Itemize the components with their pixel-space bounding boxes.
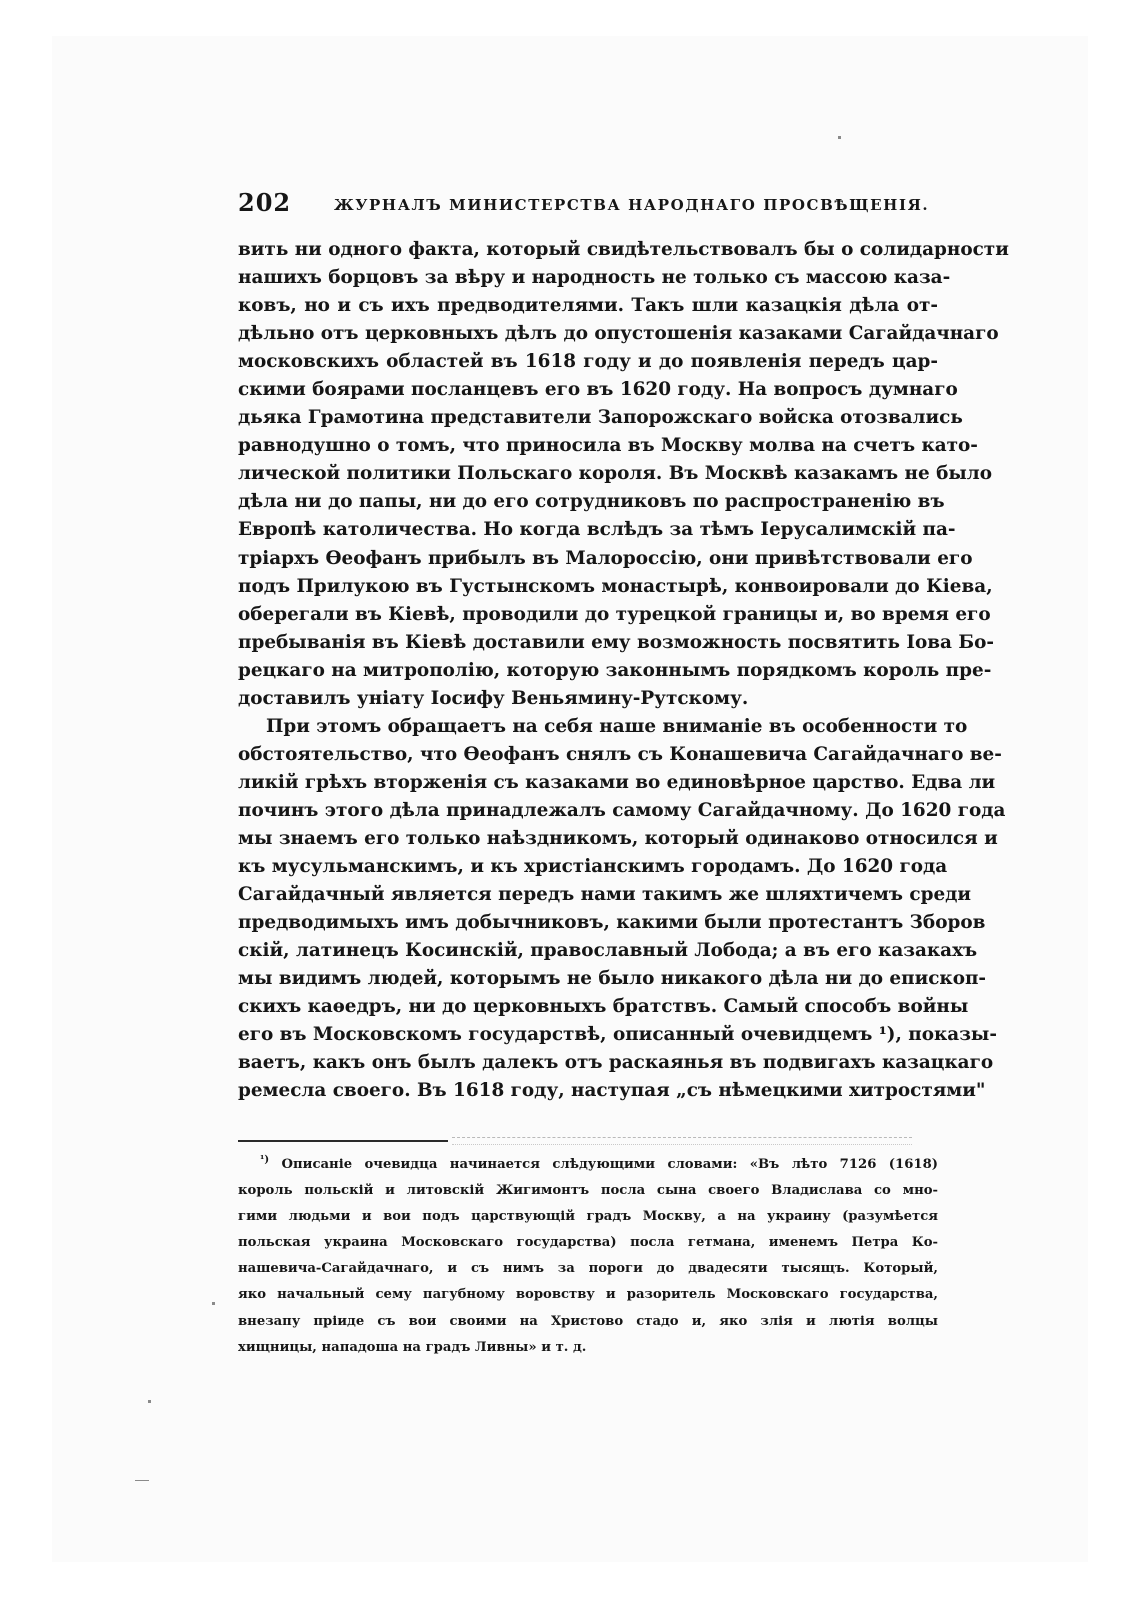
- running-header: [238, 188, 930, 218]
- scan-speck: [212, 1302, 215, 1305]
- text-line: тріархъ Ѳеофанъ прибылъ въ Малороссію, они привѣтствовали его: [238, 547, 973, 569]
- text-line: нашихъ борцовъ за вѣру и народность не только съ массою каза-: [238, 267, 951, 289]
- footnote-line: польская украина Московскаго государства) посла гетмана, именемъ Петра Ко-: [238, 1235, 938, 1251]
- footnote-line: внезапу пріиде съ вои своими на Христово стадо и, яко злія и лютія волцы: [238, 1313, 938, 1329]
- text-line: пребыванія въ Кіевѣ доставили ему возможность посвятить Іова Бо-: [238, 631, 994, 653]
- text-line: скихъ каѳедръ, ни до церковныхъ братствъ. Самый способъ войны: [238, 996, 969, 1018]
- text-line: рецкаго на митрополію, которую законнымъ порядкомъ король пре-: [238, 659, 992, 681]
- text-line: починъ этого дѣла принадлежалъ самому Сагайдачному. До 1620 года: [238, 799, 1006, 821]
- bleed-through-line: [452, 1137, 912, 1145]
- footnote-line: гими людьми и вои подъ царствующій градъ Москву, а на украину (разумѣется: [238, 1209, 938, 1225]
- text-line: Европѣ католичества. Но когда вслѣдъ за тѣмъ Іерусалимскій па-: [238, 519, 956, 541]
- text-line: Сагайдачный является передъ нами такимъ же шляхтичемъ среди: [238, 884, 972, 906]
- text-line: обстоятельство, что Ѳеофанъ снялъ съ Конашевича Сагайдачнаго ве-: [238, 743, 1002, 765]
- text-line: дѣльно отъ церковныхъ дѣлъ до опустошенія казаками Сагайдачнаго: [238, 323, 999, 345]
- text-line: ваетъ, какъ онъ былъ далекъ отъ раскаянья въ подвигахъ казацкаго: [238, 1052, 994, 1074]
- footnote-line: нашевича-Сагайдачнаго, и съ нимъ за пороги до двадесяти тысящъ. Который,: [238, 1261, 938, 1277]
- text-line: оберегали въ Кіевѣ, проводили до турецкой границы и, во время его: [238, 603, 991, 625]
- text-line: вить ни одного факта, который свидѣтельствовалъ бы о солидарности: [238, 239, 1009, 260]
- scan-speck: [135, 1480, 149, 1481]
- footnote-line: [238, 1152, 938, 1178]
- scan-speck: [148, 1400, 151, 1403]
- text-line: мы видимъ людей, которымъ не было никакого дѣла ни до епископ-: [238, 968, 987, 990]
- main-text: [238, 236, 1009, 1105]
- text-line: мы знаемъ его только наѣздникомъ, который одинаково относился и: [238, 827, 998, 849]
- scan-speck: [838, 136, 841, 139]
- text-line: скими боярами посланцевъ его въ 1620 году. На вопросъ думнаго: [238, 379, 958, 401]
- footnote-line: король польскій и литовскій Жигимонтъ посла сына своего Владислава со мно-: [238, 1183, 938, 1199]
- footnote-separator: [238, 1140, 448, 1142]
- text-line: предводимыхъ имъ добычниковъ, какими были протестантъ Зборов: [238, 912, 986, 934]
- text-line: ковъ, но и съ ихъ предводителями. Такъ шли казацкія дѣла от-: [238, 295, 938, 317]
- text-line: скій, латинецъ Косинскій, православный Лобода; а въ его казакахъ: [238, 940, 978, 962]
- page-number: 202: [238, 188, 292, 217]
- footnote: [238, 1152, 938, 1361]
- text-line: дьяка Грамотина представители Запорожскаго войска отозвались: [238, 407, 963, 429]
- text-line: ликій грѣхъ вторженія съ казаками во единовѣрное царство. Едва ли: [238, 771, 996, 793]
- text-line: подъ Прилукою въ Густынскомъ монастырѣ, конвоировали до Кіева,: [238, 575, 993, 597]
- text-line: его въ Московскомъ государствѣ, описанный очевидцемъ ¹), показы-: [238, 1024, 997, 1046]
- footnote-text: Описаніе очевидца начинается слѣдующими словами: «Въ лѣто 7126 (1618): [281, 1157, 938, 1172]
- text-line: дѣла ни до папы, ни до его сотрудниковъ по распространенію въ: [238, 491, 945, 513]
- text-line: доставилъ уніату Іосифу Веньямину-Рутскому.: [238, 687, 749, 709]
- text-line: равнодушно о томъ, что приносила въ Москву молва на счетъ като-: [238, 435, 978, 457]
- text-line: ремесла своего. Въ 1618 году, наступая „съ нѣмецкими хитростями": [238, 1080, 986, 1102]
- text-line: лической политики Польскаго короля. Въ Москвѣ казакамъ не было: [238, 463, 992, 485]
- text-line: При этомъ обращаетъ на себя наше вниманіе въ особенности то: [266, 715, 968, 737]
- running-title: ЖУРНАЛЪ МИНИСТЕРСТВА НАРОДНАГО ПРОСВѢЩЕНІЯ.: [334, 196, 930, 214]
- text-line: московскихъ областей въ 1618 году и до появленія передъ цар-: [238, 351, 938, 373]
- footnote-marker: ¹): [260, 1154, 270, 1166]
- footnote-line: яко начальный сему пагубному воровству и разоритель Московскаго государства,: [238, 1287, 938, 1303]
- text-line: къ мусульманскимъ, и къ христіанскимъ городамъ. До 1620 года: [238, 856, 948, 878]
- footnote-line: хищницы, нападоша на градъ Ливны» и т. д.: [238, 1339, 587, 1355]
